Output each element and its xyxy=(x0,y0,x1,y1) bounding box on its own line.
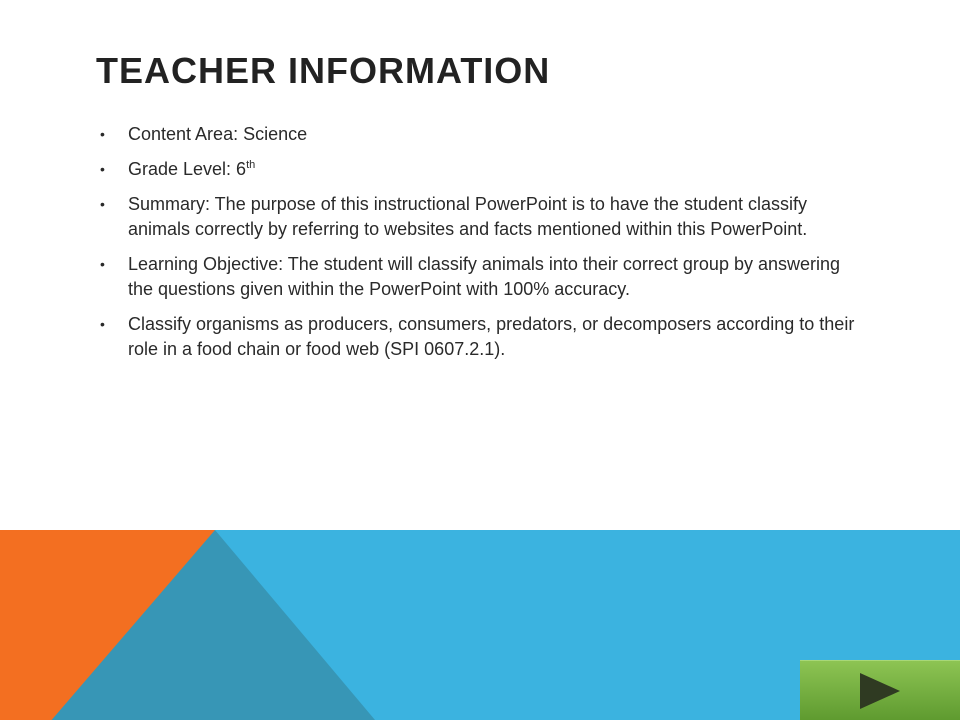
bullet-item-standard xyxy=(100,312,870,362)
next-slide-button[interactable] xyxy=(800,660,960,720)
bullet-item-grade-level xyxy=(100,157,870,182)
bullet-text: Content Area: Science xyxy=(128,124,308,144)
bullet-dot: • xyxy=(100,316,105,332)
slide-title: TEACHER INFORMATION xyxy=(96,50,551,91)
bullet-superscript: th xyxy=(246,159,256,171)
bullet-text: Grade Level: 6 xyxy=(128,159,247,179)
bullet-dot: • xyxy=(100,126,105,142)
bullet-item-learning-objective xyxy=(100,252,870,302)
bullet-item-summary xyxy=(100,192,870,242)
bullet-text: Summary: The purpose of this instructional PowerPoint is to have the student classify animals correctly by referring to websites and facts mentioned within this PowerPoint. xyxy=(128,194,808,239)
bullet-text: Classify organisms as producers, consumers, predators, or decomposers according to their role in a food chain or food web (SPI 0607.2.1). xyxy=(128,314,855,359)
bullet-dot: • xyxy=(100,161,105,177)
play-arrow-icon xyxy=(858,671,902,711)
bullet-text: Learning Objective: The student will classify animals into their correct group by answering the questions given within the PowerPoint with 100% accuracy. xyxy=(128,254,841,299)
bullet-list xyxy=(100,122,870,372)
bullet-dot: • xyxy=(100,196,105,212)
bullet-item-content-area xyxy=(100,122,870,147)
bullet-dot: • xyxy=(100,256,105,272)
